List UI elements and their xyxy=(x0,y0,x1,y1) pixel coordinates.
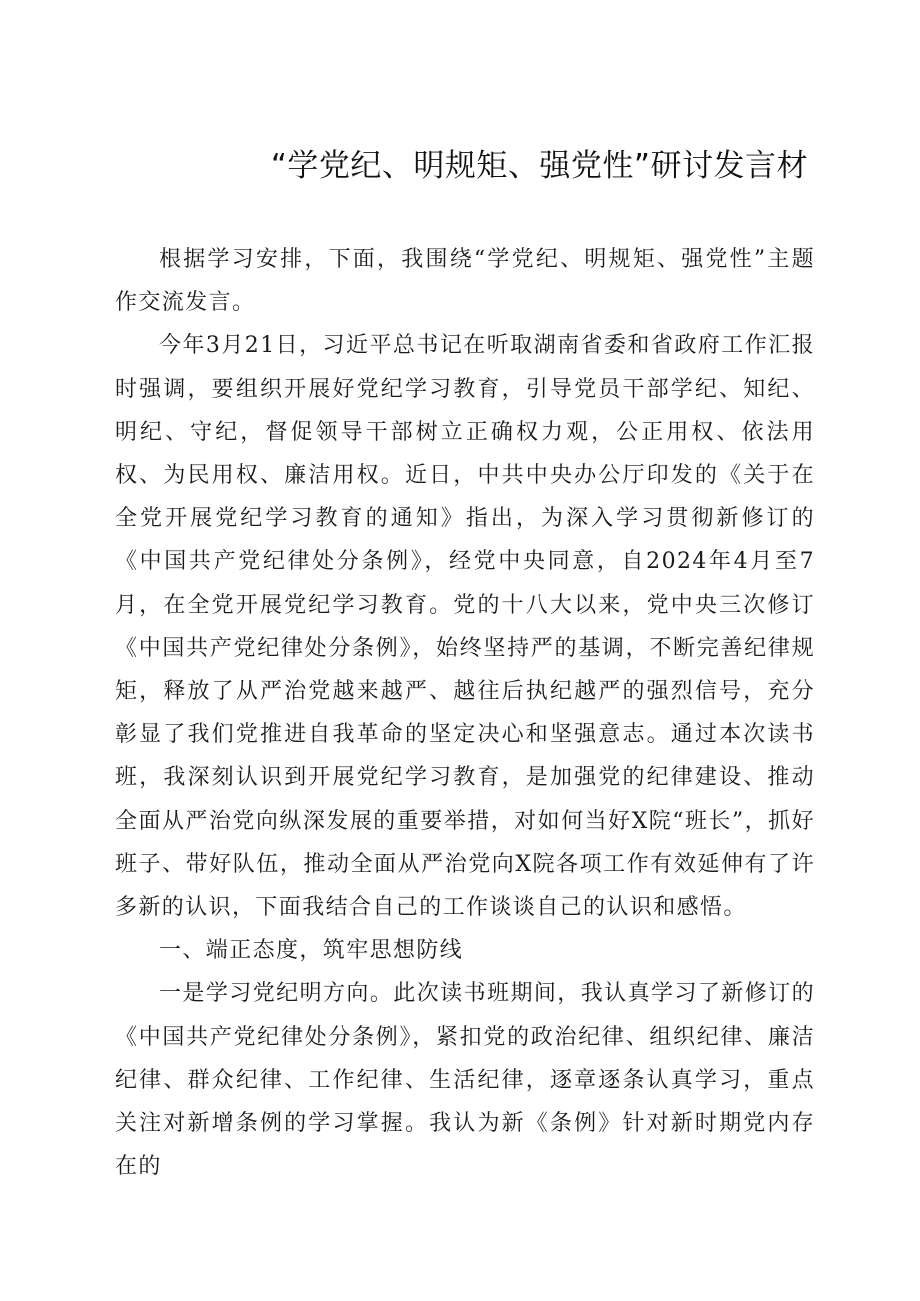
paragraph-section-one: 一是学习党纪明方向。此次读书班期间，我认真学习了新修订的《中国共产党纪律处分条例》，紧扣党的政治纪律、组织纪律、廉洁纪律、群众纪律、工作纪律、生活纪律，逐章逐条认真学习，重点关注对新增条例的学习掌握。我认为新《条例》针对新时期党内存在的 xyxy=(115,981,815,1180)
paragraph-background: 今年3月21日，习近平总书记在听取湖南省委和省政府工作汇报时强调，要组织开展好党纪学习教育，引导党员干部学纪、知纪、明纪、守纪，督促领导干部树立正确权力观，公正用权、依法用权、为民用权、廉洁用权。近日，中共中央办公厅印发的《关于在全党开展党纪学习教育的通知》指出，为深入学习贯彻新修订的《中国共产党纪律处分条例》，经党中央同意，自2024年4月至7月，在全党开展党纪学习教育。党的十八大以来，党中央三次修订《中国共产党纪律处分条例》，始终坚持严的基调，不断完善纪律规矩，释放了从严治党越来越严、越往后执纪越严的强烈信号，充分彰显了我们党推进自我革命的坚定决心和坚强意志。通过本次读书班，我深刻认识到开展党纪学习教育，是加强党的纪律建设、推动全面从严治党向纵深发展的重要举措，对如何当好X院“班长”，抓好班子、带好队伍，推动全面从严治党向X院各项工作有效延伸有了许多新的认识，下面我结合自己的工作谈谈自己的认识和感悟。 xyxy=(115,333,815,921)
paragraph-intro: 根据学习安排，下面，我围绕“学党纪、明规矩、强党性”主题作交流发言。 xyxy=(115,247,815,316)
document-body xyxy=(115,238,815,1188)
section-heading: 一、端正态度，筑牢思想防线 xyxy=(159,938,464,964)
document-title: “学党纪、明规矩、强党性”研讨发言材 xyxy=(270,148,808,184)
